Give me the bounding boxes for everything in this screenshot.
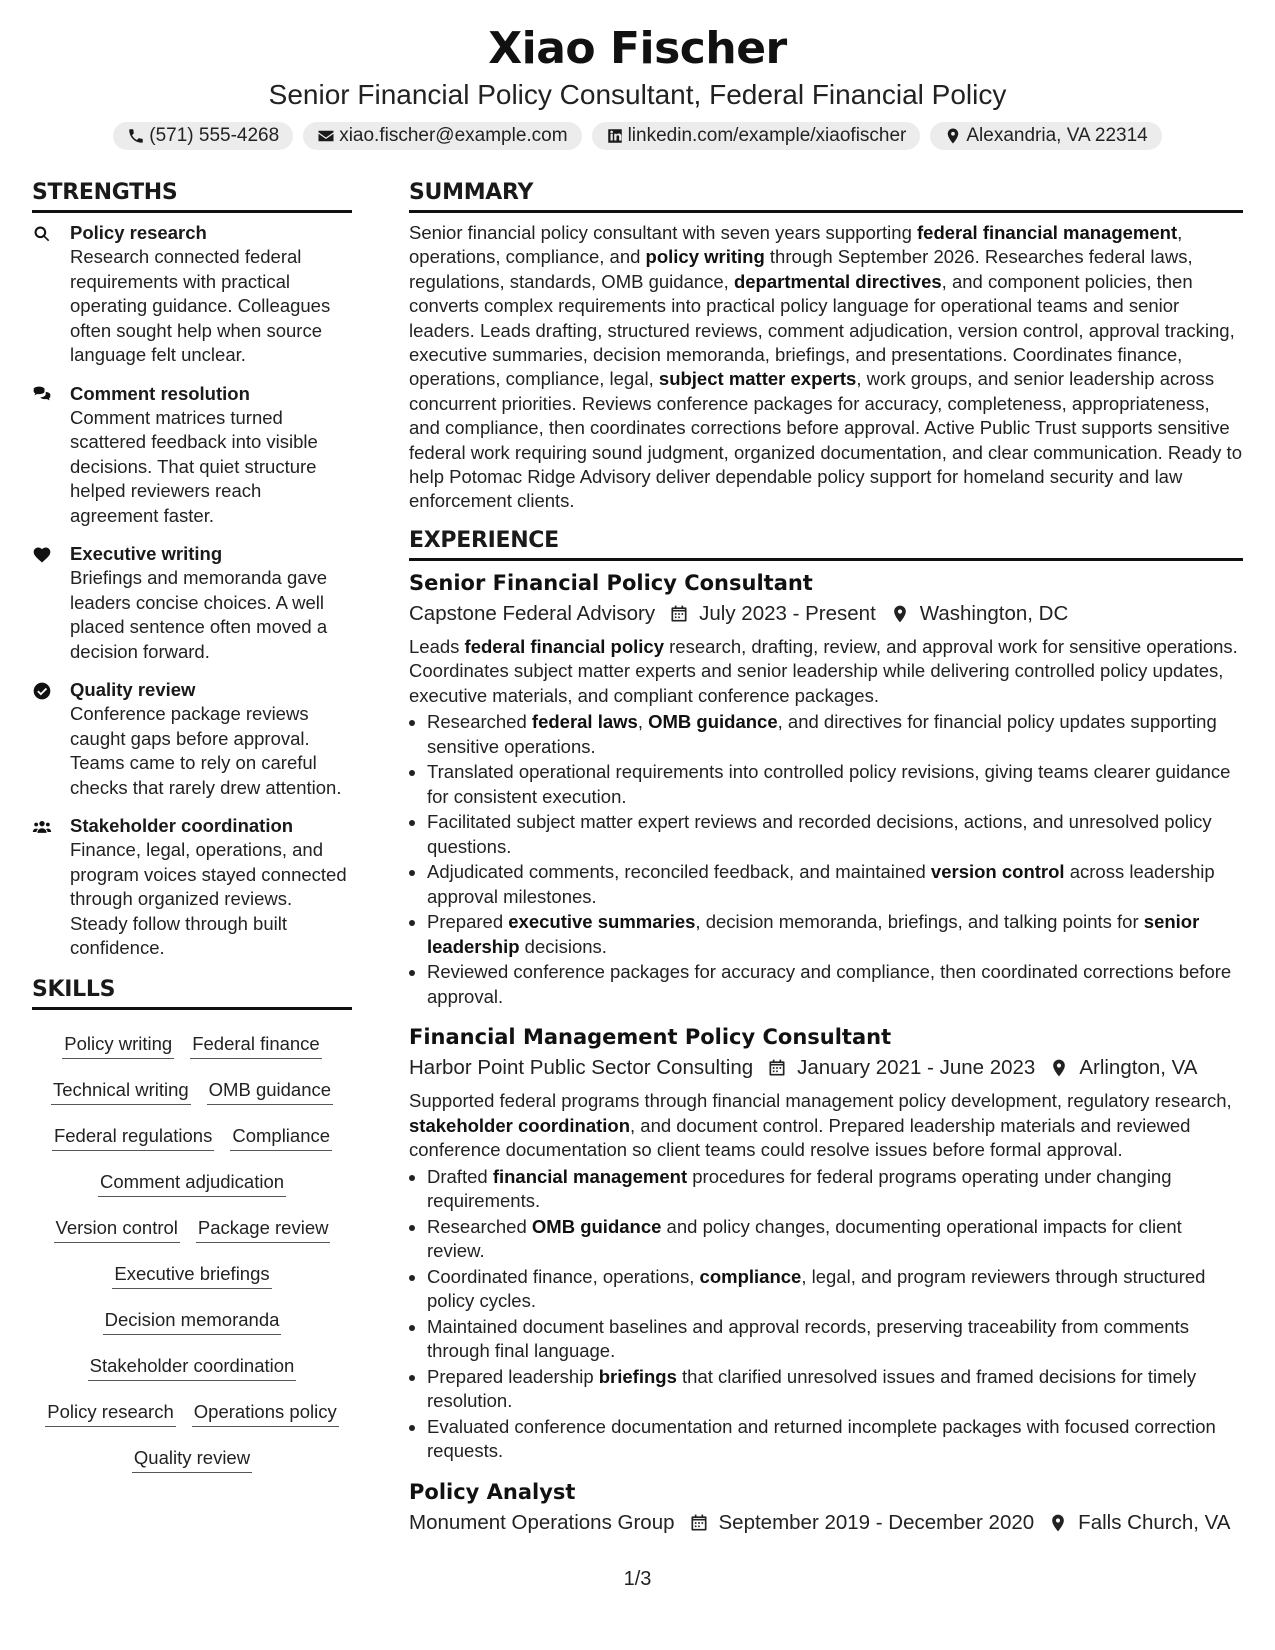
text-run: research, drafting, review, and approval work for sensitive operations. Coordinates subject matter experts and senior leadership while delivering controlled policy updates, executive materials, and compliant conference packages. [409,635,1238,706]
skill-tag: Technical writing [51,1076,191,1105]
text-run: Senior financial policy consultant with seven years supporting [409,222,918,243]
job-bullets [409,710,1243,1009]
job-dates: July 2023 - Present [699,601,876,625]
text-run: Researched [427,711,532,733]
left-column [32,178,352,1490]
bold-text: executive summaries [508,911,696,933]
job-bullet [427,1315,1243,1364]
skill-tag: Policy research [45,1398,175,1427]
strength-title: Comment resolution [70,382,250,404]
job-bullet [427,1265,1243,1314]
bold-text: compliance [699,1265,802,1287]
users-icon [32,817,52,837]
text-run: Supported federal programs through financial management policy development, regulatory research, [409,1090,1232,1112]
bold-text: OMB guidance [648,711,778,733]
skill-row [32,1352,352,1383]
skill-tag: Federal finance [190,1030,322,1059]
job-title: Senior Financial Policy Consultant [409,570,813,595]
skill-tag: Stakeholder coordination [88,1352,297,1381]
job-entry [409,569,1243,1010]
skill-tag: Federal regulations [52,1122,214,1151]
skill-row [32,1260,352,1291]
skill-tag: Policy writing [62,1030,174,1059]
job-company: Harbor Point Public Sector Consulting [409,1056,754,1080]
text-run: Translated operational requirements into controlled policy revisions, giving teams clearer guidance for consistent execution. [427,761,1231,807]
contact-email[interactable] [303,122,581,150]
contact-linkedin[interactable] [592,122,921,150]
contact-location-text: Alexandria, VA 22314 [966,125,1148,146]
map-pin-icon [1049,1058,1069,1078]
skill-tag: Compliance [230,1122,332,1151]
calendar-icon [767,1058,787,1078]
skill-tag: OMB guidance [207,1076,333,1105]
job-meta [409,1508,1243,1538]
job-bullet [427,1415,1243,1464]
job-location: Falls Church, VA [1078,1510,1231,1534]
contact-phone-text: (571) 555-4268 [149,125,280,146]
text-run: Facilitated subject matter expert reviews and recorded decisions, actions, and unresolved policy questions. [427,811,1212,857]
strength-item [32,678,352,800]
summary-heading: SUMMARY [409,178,1243,213]
search-icon [32,224,52,244]
job-company: Capstone Federal Advisory [409,601,656,625]
text-run: that clarified unresolved issues and framed decisions for timely resolution. [427,1365,1197,1412]
skill-row [32,1306,352,1337]
job-bullet [427,1165,1243,1214]
job-bullet [427,1215,1243,1264]
check-circle-icon [32,681,52,701]
job-bullet [427,760,1243,809]
skill-tag: Operations policy [192,1398,339,1427]
skill-tag: Executive briefings [112,1260,271,1289]
strength-title: Quality review [70,679,196,700]
job-bullet [427,810,1243,859]
calendar-icon [669,604,689,624]
heart-icon [32,545,52,565]
skill-row [32,1444,352,1475]
map-pin-icon [944,127,962,145]
bold-text: briefings [598,1365,677,1387]
text-run: Coordinated finance, operations, [427,1265,700,1287]
strength-description: Briefings and memoranda gave leaders concise choices. A well placed sentence often moved a decision forward. [70,567,328,662]
skill-tag: Comment adjudication [98,1168,286,1197]
job-title: Policy Analyst [409,1479,576,1504]
job-description [409,635,1243,709]
strength-description: Research connected federal requirements with practical operating guidance. Colleagues often sought help when source language felt unclear. [70,246,331,365]
job-location: Arlington, VA [1079,1056,1198,1080]
skill-tag: Version control [54,1214,180,1243]
job-dates: September 2019 - December 2020 [718,1510,1035,1534]
text-run: , and component policies, then converts complex requirements into practical policy language for operational teams and senior leaders. Leads drafting, structured reviews, comment adjudication, version control, approval tracking, executive summaries, decision memoranda, briefings, and presentations. Coordinates finance, operations, compliance, legal, [409,270,1235,390]
contact-linkedin-text: linkedin.com/example/xiaofischer [627,125,907,146]
map-pin-icon [1048,1513,1068,1533]
bold-text: OMB guidance [531,1215,662,1237]
job-bullet [427,860,1243,909]
text-run: , legal, and program reviewers through structured policy cycles. [427,1265,1206,1312]
map-pin-icon [890,604,910,624]
text-run: , decision memoranda, briefings, and talking points for [695,911,1144,933]
contact-bar [0,122,1275,150]
bold-text: federal financial management [917,222,1178,243]
strength-item [32,382,352,529]
bold-text: financial management [492,1165,688,1187]
bold-text: departmental directives [733,270,942,292]
strength-description: Finance, legal, operations, and program voices stayed connected through organized reviews. Steady follow through built confidence. [70,839,347,958]
bold-text: federal laws [531,711,638,733]
contact-email-text: xiao.fischer@example.com [339,125,568,146]
strength-item [32,221,352,368]
comments-icon [32,385,52,405]
candidate-title: Senior Financial Policy Consultant, Federal Financial Policy [268,79,1007,110]
text-run: Evaluated conference documentation and returned incomplete packages with focused correction requests. [427,1415,1216,1462]
strength-title: Executive writing [70,543,223,564]
strength-title: Stakeholder coordination [70,815,294,836]
candidate-name: Xiao Fischer [488,23,787,74]
contact-location[interactable] [930,122,1161,150]
skill-row [32,1168,352,1199]
text-run: across leadership approval milestones. [427,861,1215,907]
text-run: , and directives for financial policy updates supporting sensitive operations. [427,711,1217,757]
job-description [409,1089,1243,1163]
phone-icon [127,127,145,145]
right-column [409,178,1243,1538]
skill-row [32,1122,352,1153]
bold-text: subject matter experts [658,368,857,390]
job-entry [409,1023,1243,1464]
bold-text: senior leadership [427,911,1200,957]
skill-row [32,1076,352,1107]
envelope-icon [317,127,335,145]
job-bullets [409,1165,1243,1464]
experience-heading: EXPERIENCE [409,526,1243,561]
strengths-heading: STRENGTHS [32,178,352,213]
strength-title: Policy research [70,222,207,243]
job-location: Washington, DC [919,601,1069,625]
calendar-icon [689,1513,709,1533]
skills-heading: SKILLS [32,975,352,1010]
strength-item [32,542,352,664]
skill-tag: Package review [196,1214,331,1243]
text-run: Prepared leadership [427,1365,599,1387]
text-run: procedures for federal programs operating under changing requirements. [427,1165,1172,1212]
job-bullet [427,910,1243,959]
page-indicator: 1/3 [623,1568,652,1590]
text-run: , and document control. Prepared leadership materials and reviewed conference documentation so client teams could resolve issues before formal approval. [409,1114,1191,1161]
job-title: Financial Management Policy Consultant [409,1025,892,1050]
bold-text: stakeholder coordination [409,1114,631,1136]
text-run: and policy changes, documenting operational impacts for client review. [427,1215,1182,1262]
text-run: Adjudicated comments, reconciled feedback, and maintained [427,861,931,883]
strength-description: Comment matrices turned scattered feedback into visible decisions. That quiet structure helped reviewers reach agreement faster. [70,406,318,526]
text-run: , [637,711,649,733]
job-bullet [427,710,1243,759]
strength-item [32,814,352,961]
contact-phone[interactable] [113,122,293,150]
job-bullet [427,960,1243,1009]
text-run: Researched [427,1215,532,1237]
resume-header [0,0,1275,150]
linkedin-icon [606,127,624,145]
text-run: Maintained document baselines and approval records, preserving traceability from comments through final language. [427,1315,1189,1362]
skill-row [32,1398,352,1429]
bold-text: version control [930,861,1065,883]
experience-list [409,569,1243,1538]
skills-list [32,1018,352,1475]
strength-description: Conference package reviews caught gaps before approval. Teams came to rely on careful checks that rarely drew attention. [70,703,342,798]
job-meta [409,1053,1243,1083]
job-entry [409,1478,1243,1538]
job-dates: January 2021 - June 2023 [797,1056,1036,1080]
text-run: Reviewed conference packages for accuracy and compliance, then coordinated corrections before approval. [427,961,1232,1007]
job-company: Monument Operations Group [409,1510,675,1534]
bold-text: policy writing [645,246,765,268]
text-run: , operations, compliance, and [409,222,1183,268]
job-meta [409,599,1243,629]
summary-text [409,221,1243,514]
text-run: decisions. [519,935,607,957]
text-run: , work groups, and senior leadership across concurrent priorities. Reviews conference packages for accuracy, completeness, appropriateness, and compliance, then coordinates corrections before approval. Active Public Trust supports sensitive federal work requiring sound judgment, organized documentation, and clear communication. Ready to help Potomac Ridge Advisory deliver dependable policy support for homeland security and law enforcement clients. [409,368,1242,512]
text-run: Leads [409,635,465,657]
text-run: through September 2026. Researches federal laws, regulations, standards, OMB guidance, [409,246,1193,292]
text-run: Prepared [427,911,509,933]
skill-row [32,1214,352,1245]
job-bullet [427,1365,1243,1414]
bold-text: federal financial policy [464,635,664,657]
skill-row [32,1030,352,1061]
skill-tag: Quality review [132,1444,252,1473]
skill-tag: Decision memoranda [103,1306,282,1335]
text-run: Drafted [427,1165,493,1187]
